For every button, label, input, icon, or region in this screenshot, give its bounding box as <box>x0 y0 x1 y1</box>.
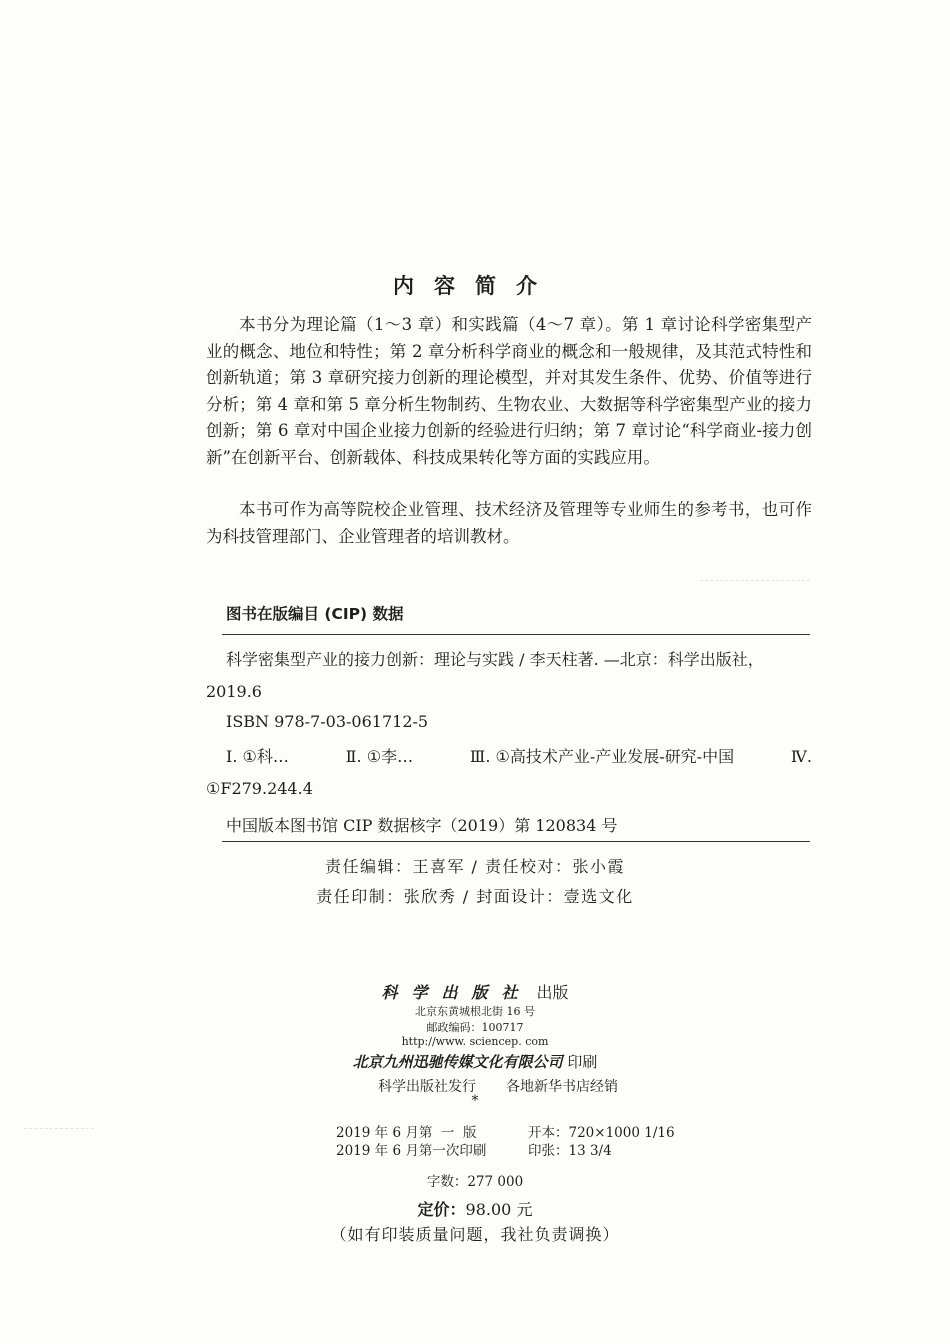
seller: 各地新华书店经销 <box>506 1079 618 1095</box>
cip-class-4: Ⅳ. <box>790 747 812 766</box>
cip-year: 2019.6 <box>206 682 262 701</box>
price-value: 98.00 元 <box>465 1200 533 1219</box>
cip-class-3: Ⅲ. ①高技术产业-产业发展-研究-中国 <box>469 747 735 766</box>
cip-top-rule <box>222 634 810 635</box>
price-line <box>0 1197 950 1220</box>
quality-notice: （如有印装质量问题，我社负责调换） <box>330 1225 620 1244</box>
cip-title-line: 科学密集型产业的接力创新：理论与实践 / 李天柱著. —北京：科学出版社， <box>226 650 764 669</box>
publisher-line <box>0 980 950 1003</box>
printer-line <box>0 1051 950 1072</box>
cip-class-code: ①F279.244.4 <box>206 779 313 798</box>
publisher-name: 科学出版社 <box>381 983 532 1002</box>
publisher-action: 出版 <box>536 983 569 1002</box>
summary-paragraph-1: 本书分为理论篇（1～3 章）和实践篇（4～7 章）。第 1 章讨论科学密集型产业的概念、地位和特性；第 2 章分析科学商业的概念和一般规律，及其范式特性和创新轨道；第 3 章研究接力创新的理论模型，并对其发生条件、优势、价值等进行分析；第 4 章和第 5 章分析生物制药、生物农业、大数据等科学密集型产业的接力创新；第 6 章对中国企业接力创新的经验进行归纳；第 7 章讨论“科学商业-接力创新”在创新平台、创新载体、科技成果转化等方面的实践应用。 <box>206 315 812 467</box>
cip-isbn: ISBN 978-7-03-061712-5 <box>226 712 429 731</box>
staff-line-1: 责任编辑：王喜军 / 责任校对：张小霞 <box>324 857 626 876</box>
first-printing: 2019 年 6 月第一次印刷 <box>336 1143 487 1159</box>
first-edition: 2019 年 6 月第 一 版 <box>336 1125 477 1141</box>
staff-line-2: 责任印制：张欣秀 / 封面设计：壹选文化 <box>316 887 634 906</box>
summary-title: 内容简介 <box>393 274 557 298</box>
printer-action: 印刷 <box>567 1053 598 1071</box>
publisher-postal-code: 邮政编码：100717 <box>426 1021 524 1034</box>
cip-class-2: Ⅱ. ①李… <box>345 747 414 766</box>
publisher-address: 北京东黄城根北街 16 号 <box>415 1005 535 1018</box>
distributor: 科学出版社发行 <box>378 1079 476 1095</box>
cip-heading: 图书在版编目 (CIP) 数据 <box>226 605 404 623</box>
cip-class-1: Ⅰ. ①科… <box>226 747 289 766</box>
summary-paragraph-2: 本书可作为高等院校企业管理、技术经济及管理等专业师生的参考书，也可作为科技管理部门、企业管理者的培训教材。 <box>206 500 812 546</box>
printer-name: 北京九州迅驰传媒文化有限公司 <box>352 1053 563 1071</box>
word-count: 字数：277 000 <box>426 1174 524 1190</box>
book-format: 开本：720×1000 1/16 <box>528 1125 675 1141</box>
printed-sheets: 印张：13 3/4 <box>528 1143 612 1159</box>
price-label: 定价： <box>417 1200 466 1219</box>
cip-classification <box>226 745 812 769</box>
publisher-website: http://www. sciencep. com <box>401 1035 549 1048</box>
cip-bottom-rule <box>222 841 810 842</box>
cip-record-number: 中国版本图书馆 CIP 数据核字（2019）第 120834 号 <box>226 816 618 835</box>
scan-artifact <box>700 580 810 581</box>
asterisk-divider: * <box>471 1093 479 1109</box>
scan-artifact-left <box>24 1128 94 1129</box>
